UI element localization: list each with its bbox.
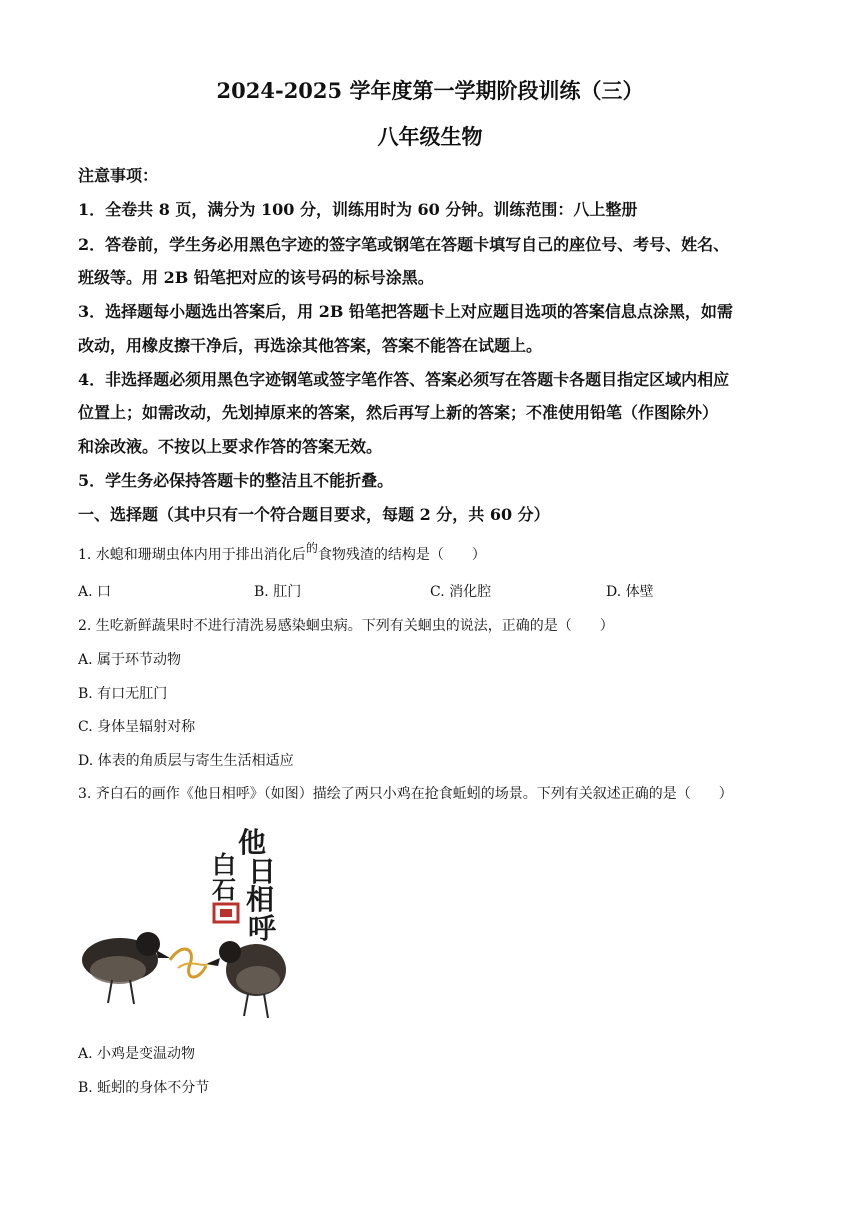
notice-line: 2．答卷前，学生务必用黑色字迹的签字笔或钢笔在答题卡填写自己的座位号、考号、姓名、	[78, 235, 730, 254]
question-1-stem-after: 食物残渣的结构是（ ）	[317, 547, 486, 563]
exam-title: 2024-2025 学年度第一学期阶段训练（三）	[216, 78, 644, 103]
notice-line: 1．全卷共 8 页，满分为 100 分，训练用时为 60 分钟。训练范围：八上整册	[78, 200, 638, 219]
question-1-option-d[interactable]: D. 体壁	[606, 584, 654, 600]
svg-text:相: 相	[246, 883, 275, 916]
question-2-option-a[interactable]: A. 属于环节动物	[78, 652, 182, 668]
svg-text:呼: 呼	[248, 912, 277, 945]
notice-line: 4．非选择题必须用黑色字迹钢笔或签字笔作答、答案必须写在答题卡各题目指定区域内相应	[78, 370, 730, 389]
question-3-option-b[interactable]: B. 蚯蚓的身体不分节	[78, 1080, 210, 1096]
notice-line: 和涂改液。不按以上要求作答的答案无效。	[78, 437, 383, 456]
question-1-option-c[interactable]: C. 消化腔	[430, 584, 492, 600]
question-1-stem-before: 1. 水螅和珊瑚虫体内用于排出消化后	[78, 547, 306, 563]
question-1-option-a[interactable]: A. 口	[78, 584, 112, 600]
question-2-option-d[interactable]: D. 体表的角质层与寄生生活相适应	[78, 753, 294, 769]
svg-text:白: 白	[212, 850, 236, 879]
notice-line: 位置上；如需改动，先划掉原来的答案，然后再写上新的答案；不准使用铅笔（作图除外）	[78, 403, 719, 422]
notice-heading: 注意事项：	[78, 166, 159, 185]
question-2-stem: 2. 生吃新鲜蔬果时不进行清洗易感染蛔虫病。下列有关蛔虫的说法，正确的是（ ）	[78, 618, 614, 634]
exam-subtitle: 八年级生物	[377, 124, 483, 149]
question-1-stem-sup: 的	[305, 541, 318, 555]
svg-text:石: 石	[212, 875, 236, 904]
notice-line: 班级等。用 2B 铅笔把对应的该号码的标号涂黑。	[78, 268, 434, 287]
painting-chicks-and-worm	[78, 818, 290, 1030]
question-3-stem: 3. 齐白石的画作《他日相呼》（如图）描绘了两只小鸡在抢食蚯蚓的场景。下列有关叙述正确的是（ ）	[78, 786, 733, 802]
question-3-option-a[interactable]: A. 小鸡是变温动物	[78, 1046, 196, 1062]
question-2-option-c[interactable]: C. 身体呈辐射对称	[78, 719, 196, 735]
notice-line: 5．学生务必保持答题卡的整洁且不能折叠。	[78, 471, 394, 490]
svg-text:日: 日	[248, 855, 277, 888]
notice-line: 改动，用橡皮擦干净后，再选涂其他答案，答案不能答在试题上。	[78, 336, 543, 355]
question-1-stem	[78, 541, 486, 564]
question-2-option-b[interactable]: B. 有口无肛门	[78, 686, 168, 702]
notice-line: 3．选择题每小题选出答案后，用 2B 铅笔把答题卡上对应题目选项的答案信息点涂黑，如需	[78, 302, 733, 321]
question-1-option-b[interactable]: B. 肛门	[254, 584, 302, 600]
section-title: 一、选择题（其中只有一个符合题目要求，每题 2 分，共 60 分）	[78, 505, 550, 524]
svg-text:他: 他	[238, 826, 267, 859]
